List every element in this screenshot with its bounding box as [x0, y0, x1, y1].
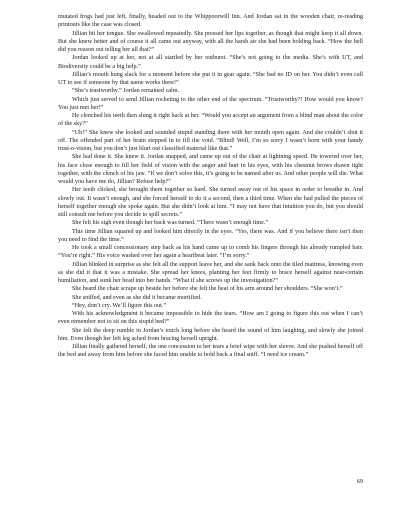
- paragraph: Jordan looked up at her, not at all startled by her outburst. “She’s not going to the media. She’s with UT, and Biodiversity could be a big help.”: [58, 55, 363, 70]
- paragraph: He took a small concessionary step back as his hand came up to comb his fingers through his already rumpled hair. “You’re right.” His voice washed over her again a heartbeat later. “I’m sorry.”: [58, 245, 363, 260]
- paragraph: She heard the chair scrape up beside her before she felt the heat of his arm around her shoulders. “She won’t.”: [72, 286, 343, 293]
- paragraph: Her teeth clicked, she brought them together so hard. She turned away out of his space in order to breathe in. And slowly out. It wasn’t enough, and she forced herself to do it a second, then a third time. When she had pulled the pieces of herself together enough she spoke again. But she didn’t look at him. “I may not have that intuition you do, but you should still consult me before you decide to spill secrets.”: [58, 187, 363, 218]
- paragraph: With his acknowledgment it became impossible to hide the tears. “How am I going to figure this out when I can’t even remember not to sit on this stupid bed?”: [58, 311, 363, 326]
- paragraph: Which just served to send Jillian rocketing to the other end of the spectrum. “Trustworthy?! How would you know? You just met her!”: [58, 96, 363, 111]
- paragraph: She felt the deep rumble in Jordan’s touch long before she heard the sound of him laughing, and slowly she joined him. Even though her left leg ached from bracing herself upright.: [58, 327, 363, 342]
- paragraph: He clenched his teeth then slung it right back at her. “Would you accept an argument from a blind man about the color of the sky?”: [58, 113, 363, 128]
- paragraph: Jillian blinked in surprise as she felt all the support leave her, and she sank back onto the tiled mattress, knowing even as she did it that it was a mistake. She spread her knees, planting her feet firmly to brace herself against near-certain humiliation, and sunk her head into her hands. “What if she screws up the investigation?”: [58, 261, 363, 284]
- paragraph: She sniffed, and even as she did it became mortified.: [72, 294, 202, 301]
- paragraph: “Uh!” She knew she looked and sounded stupid standing there with her mouth open again. And she couldn’t shut it off. The offended part of her brain stepped in to fill the void. “Blind! Well, I’m so sorry I wasn’t born with your handy trust-o-vision, but you don’t just blurt out classified material like that.”: [58, 129, 363, 152]
- paragraph: She felt his sigh even though her back was turned. “There wasn’t enough time.”: [72, 220, 269, 227]
- paragraph: Jillian finally gathered herself, the one concession to her tears a brief wipe with her sleeve. And she pushed herself off the bed and away from him before she faced him unable to hold back a final sniff. “I need ice cream.”: [58, 344, 363, 359]
- body-text: [58, 13, 363, 360]
- paragraph: “Hey, don’t cry. We’ll figure this out.”: [72, 302, 167, 309]
- paragraph: This time Jillian squared up and looked him directly in the eyes. “Yes, there was. And if you believe there isn’t then you need to find the time.”: [58, 228, 363, 243]
- paragraph: She had done it. She knew it. Jordan snapped, and came up out of the chair at lightning speed. He towered over her, his face close enough to fill her field of vision with the anger and hurt in his eyes, with his chestnut brows drawn tight together, with the clench of his jaw. “If we don’t solve this, it’s going to be named after us. And other people will die. What would you have me do, Jillian? Refuse help?”: [58, 154, 363, 185]
- page-number: 69: [356, 478, 363, 485]
- paragraph: Jillian’s mouth hung slack for a moment before she put it in gear again. “She had no ID on her. You didn’t even call UT to see if someone by that name works there!”: [58, 71, 363, 86]
- paragraph: “She’s trustworthy.” Jordan remained calm.: [72, 88, 180, 95]
- paragraph: Jillian bit her tongue. She swallowed repeatedly. She pressed her lips together, as though that might keep it all down. But she knew better and of course it all came out anyway, with all the harsh air she had been holding back. “How the hell did you reason out telling her all that?”: [58, 30, 363, 53]
- paragraph: mutated frogs had just left, finally, headed out to the Whippoorwill Inn. And Jordan sat in the wooden chair, re-reading printouts like the case was closed.: [58, 14, 363, 29]
